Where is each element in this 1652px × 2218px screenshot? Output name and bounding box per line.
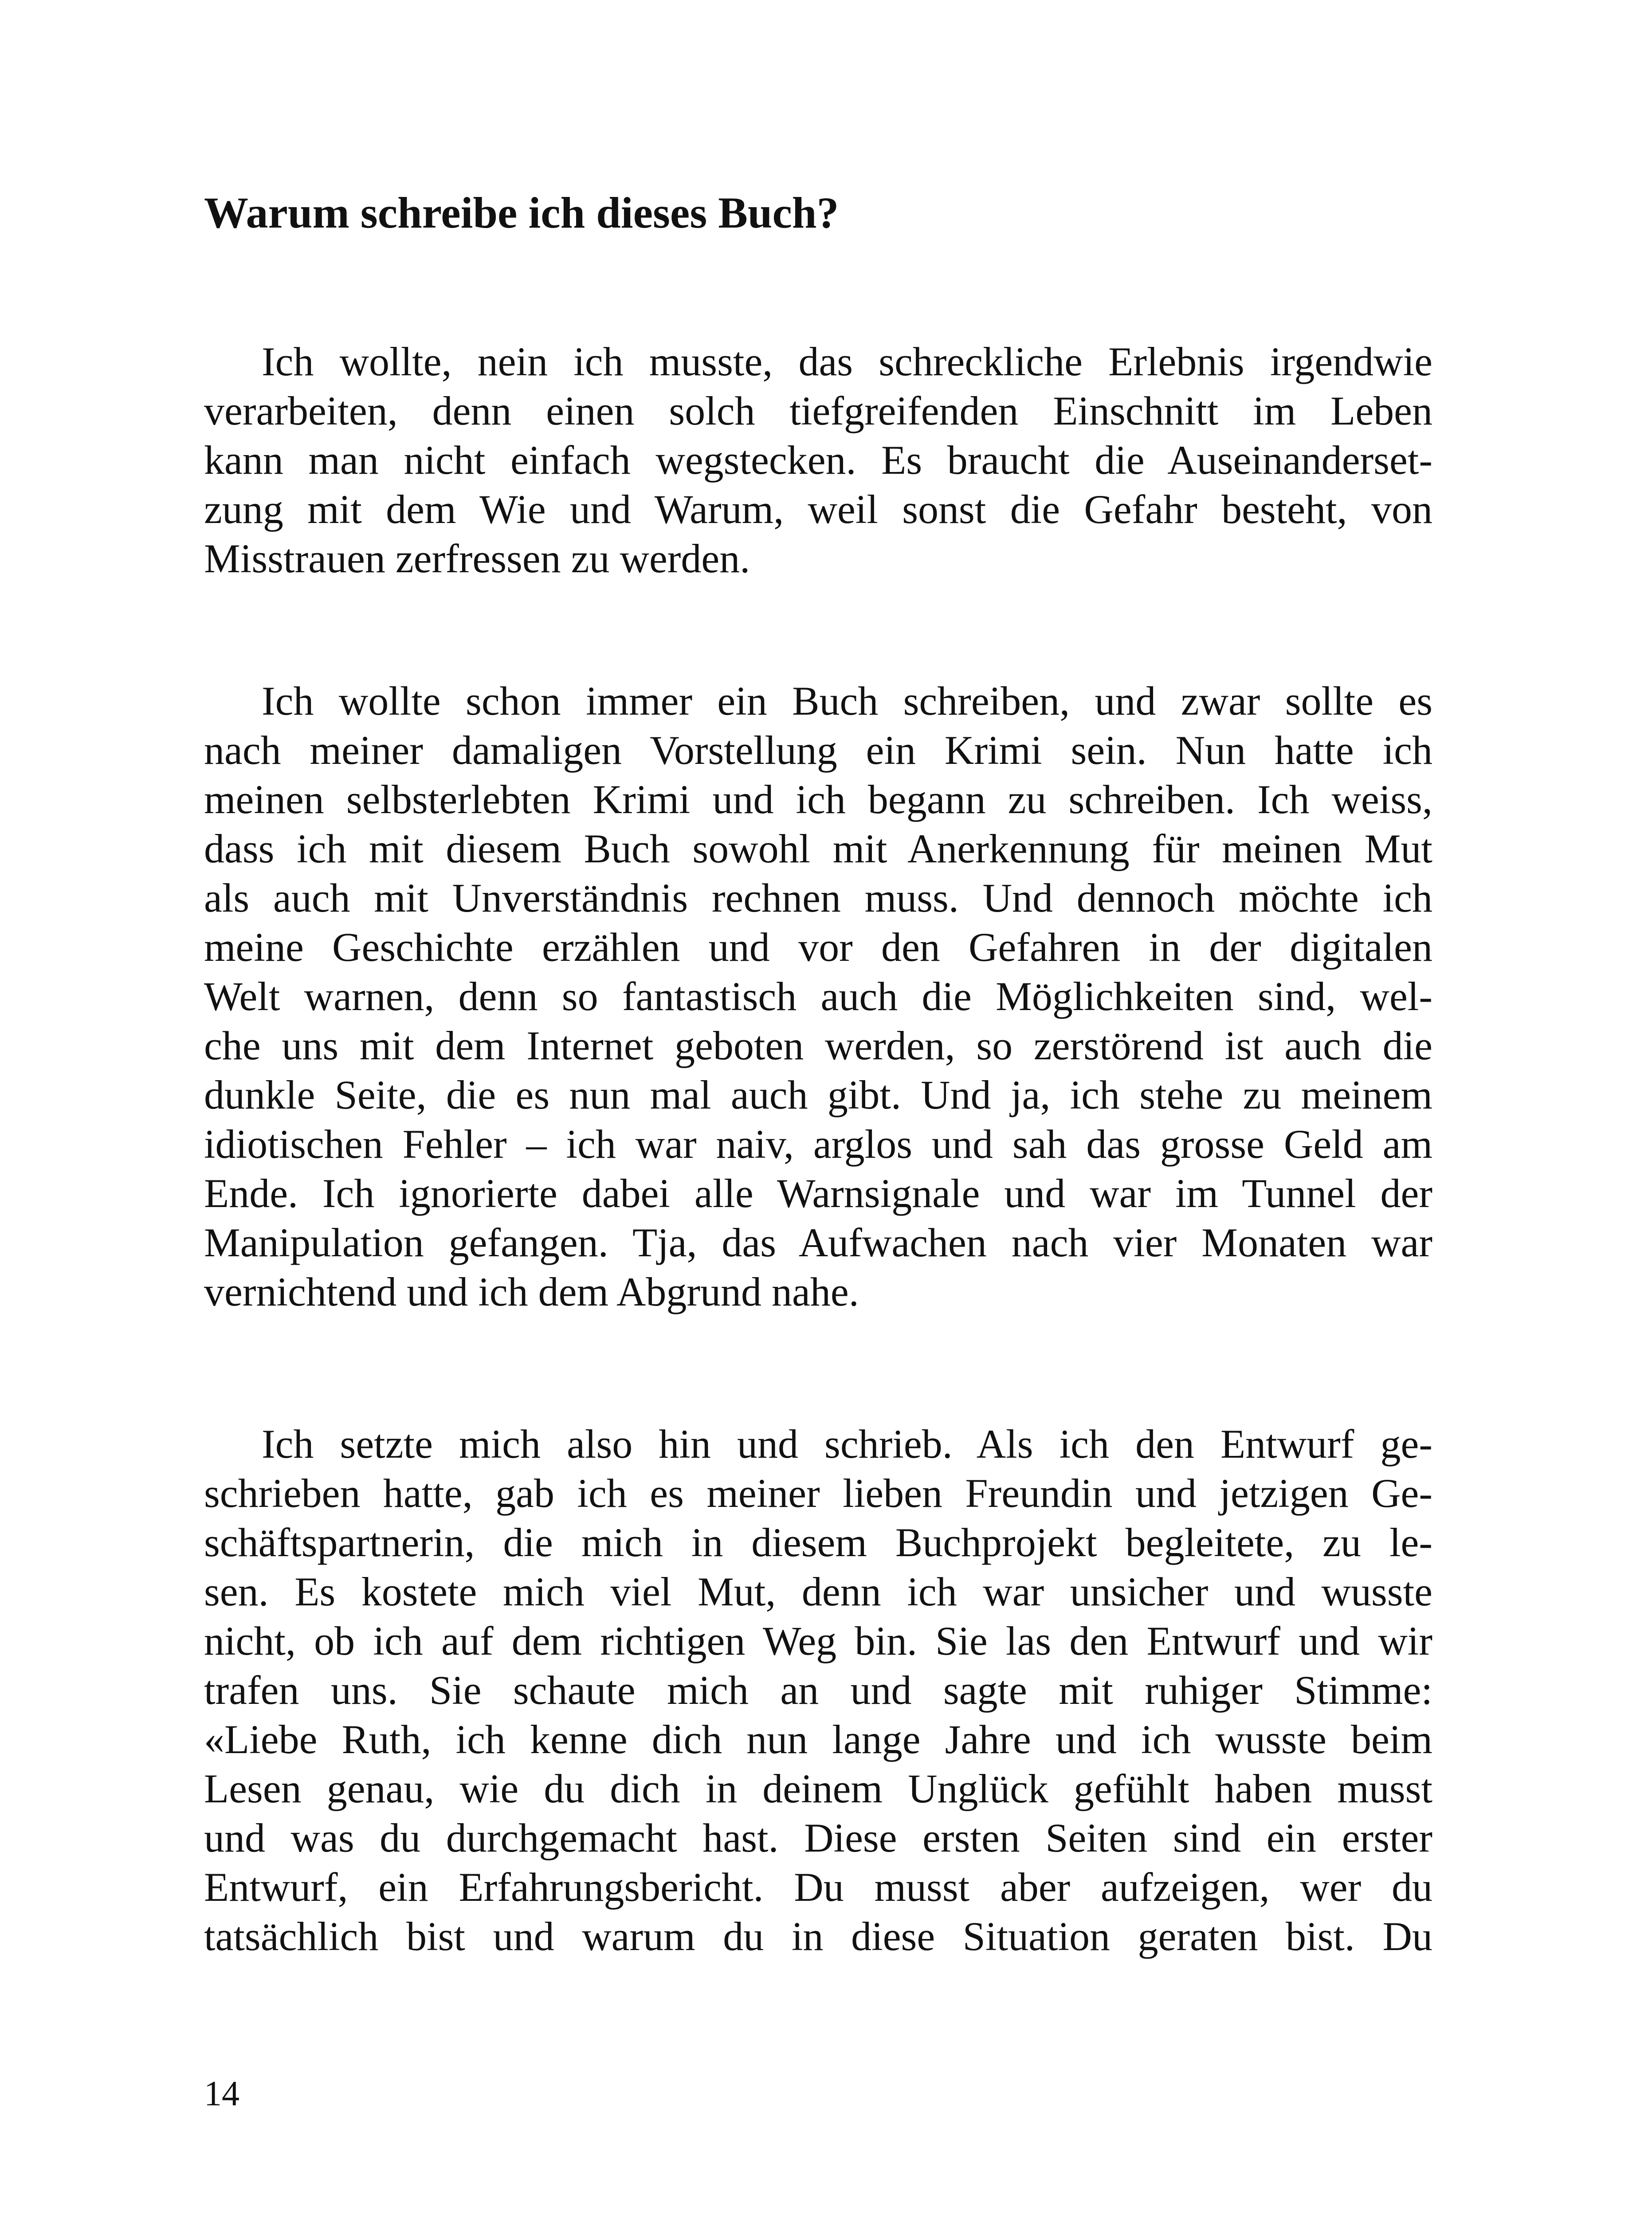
text-line: sen. Es kostete mich viel Mut, denn ich war unsicher und wusste [204, 1569, 1432, 1614]
paragraph-1 [204, 337, 1432, 583]
text-line: Ich wollte schon immer ein Buch schreiben, und zwar sollte es [262, 678, 1432, 724]
paragraph-2 [204, 676, 1432, 1317]
text-line: Entwurf, ein Erfahrungsbericht. Du musst aber aufzeigen, wer du [204, 1864, 1432, 1910]
text-line: Lesen genau, wie du dich in deinem Unglück gefühlt haben musst [204, 1766, 1432, 1811]
text-line: meine Geschichte erzählen und vor den Gefahren in der digitalen [204, 924, 1432, 970]
text-line: dunkle Seite, die es nun mal auch gibt. Und ja, ich stehe zu meinem [204, 1072, 1432, 1117]
text-line: nicht, ob ich auf dem richtigen Weg bin. Sie las den Entwurf und wir [204, 1618, 1432, 1664]
text-line: idiotischen Fehler – ich war naiv, arglos und sah das grosse Geld am [204, 1121, 1432, 1167]
paragraph-3 [204, 1420, 1432, 1961]
text-line: als auch mit Unverständnis rechnen muss. Und dennoch möchte ich [204, 875, 1432, 920]
text-line: und was du durchgemacht hast. Diese ersten Seiten sind ein erster [204, 1815, 1432, 1860]
text-line: schrieben hatte, gab ich es meiner lieben Freundin und jetzigen Ge- [204, 1471, 1432, 1516]
page-content [204, 186, 1432, 1959]
page-number: 14 [204, 2074, 239, 2113]
text-line: tatsächlich bist und warum du in diese Situation geraten bist. Du [204, 1914, 1432, 1959]
text-line: Manipulation gefangen. Tja, das Aufwachen nach vier Monaten war [204, 1220, 1432, 1265]
text-line: Ende. Ich ignorierte dabei alle Warnsignale und war im Tunnel der [204, 1171, 1432, 1216]
text-line: dass ich mit diesem Buch sowohl mit Anerkennung für meinen Mut [204, 826, 1432, 871]
text-line: verarbeiten, denn einen solch tiefgreifenden Einschnitt im Leben [204, 388, 1432, 433]
text-line: meinen selbsterlebten Krimi und ich begann zu schreiben. Ich weiss, [204, 777, 1432, 822]
text-line: «Liebe Ruth, ich kenne dich nun lange Jahre und ich wusste beim [204, 1717, 1432, 1762]
text-line: Ich setzte mich also hin und schrieb. Als ich den Entwurf ge- [262, 1421, 1432, 1467]
text-line: zung mit dem Wie und Warum, weil sonst die Gefahr besteht, von [204, 487, 1432, 532]
text-line: schäftspartnerin, die mich in diesem Buchprojekt begleitete, zu le- [204, 1520, 1432, 1565]
text-line: nach meiner damaligen Vorstellung ein Krimi sein. Nun hatte ich [204, 728, 1432, 773]
text-line: kann man nicht einfach wegstecken. Es braucht die Auseinanderset- [204, 437, 1432, 483]
text-line: Misstrauen zerfressen zu werden. [204, 536, 750, 581]
text-line: Ich wollte, nein ich musste, das schreckliche Erlebnis irgendwie [262, 339, 1432, 384]
text-line: Welt warnen, denn so fantastisch auch die Möglichkeiten sind, wel- [204, 974, 1432, 1019]
chapter-heading: Warum schreibe ich dieses Buch? [204, 188, 839, 237]
text-line: trafen uns. Sie schaute mich an und sagte mit ruhiger Stimme: [204, 1667, 1432, 1713]
text-line: vernichtend und ich dem Abgrund nahe. [204, 1269, 859, 1314]
text-line: che uns mit dem Internet geboten werden, so zerstörend ist auch die [204, 1023, 1432, 1068]
